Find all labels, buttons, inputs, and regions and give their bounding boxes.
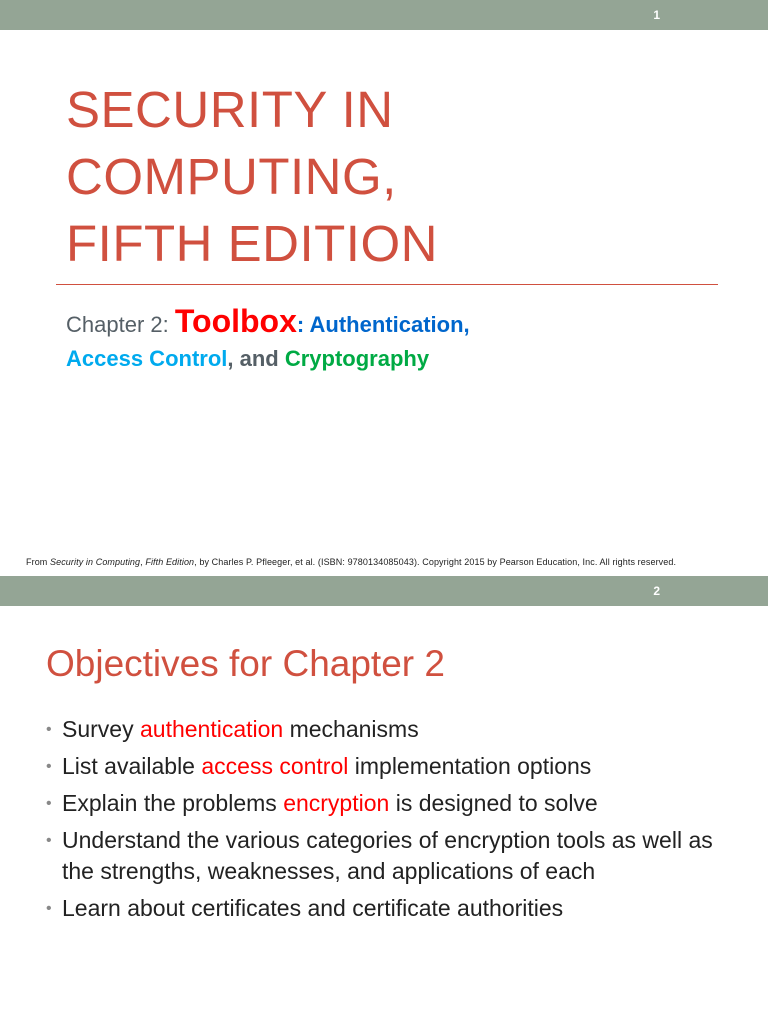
slide-title [66,76,438,277]
bullet-icon: • [46,832,52,849]
copyright-footer [26,557,676,567]
comma-sep: , [463,312,470,337]
slide-number: 1 [653,8,660,22]
bullet-text: mechanisms [283,716,419,742]
list-item [46,714,746,745]
list-item [46,893,746,924]
bullet-text: implementation options [348,753,592,779]
footer-rest: , by Charles P. Pfleeger, et al. (ISBN: 9780134085043). Copyright 2015 by Pearson Education, Inc. All rights reserved. [194,557,677,567]
bullet-icon: • [46,795,52,812]
footer-from: From [26,557,50,567]
subtitle-line-1 [66,304,470,342]
authentication-word: Authentication [309,312,464,337]
title-line: SECURITY IN [66,81,394,138]
slide-header-bar [0,0,768,30]
toolbox-word: Toolbox [174,303,297,339]
footer-edition: Fifth Edition [145,557,195,567]
bullet-icon: • [46,900,52,917]
objectives-list [46,714,746,930]
bullet-text: Explain the problems [62,790,284,816]
list-item [46,825,746,887]
bullet-highlight: encryption [283,790,390,816]
slide-header-bar [0,576,768,606]
bullet-text: Survey [62,716,140,742]
bullet-text: Understand the various categories of encryption tools as well as the strengths, weaknesses, and applications of each [62,827,713,884]
colon-sep: : [296,312,310,337]
chapter-subtitle [66,304,470,376]
bullet-highlight: authentication [139,716,284,742]
title-line: COMPUTING, [66,148,397,205]
bullet-text: List available [62,753,202,779]
bullet-highlight: access control [201,753,349,779]
bullet-text: Learn about certificates and certificate authorities [62,895,564,921]
subtitle-line-2 [66,342,470,376]
slide-2 [0,576,768,1024]
title-divider [56,284,718,285]
footer-sep: , [140,557,146,567]
title-line: FIFTH EDITION [66,215,438,272]
bullet-icon: • [46,758,52,775]
cryptography-word: Cryptography [284,346,430,371]
slide-number: 2 [653,584,660,598]
access-control-word: Access Control [66,346,228,371]
chapter-label: Chapter 2: [66,312,175,337]
bullet-text: is designed to solve [389,790,598,816]
bullet-icon: • [46,721,52,738]
list-item [46,751,746,782]
and-sep: , and [227,346,285,371]
footer-book-title: Security in Computing [50,557,141,567]
objectives-title: Objectives for Chapter 2 [46,643,445,684]
list-item [46,788,746,819]
